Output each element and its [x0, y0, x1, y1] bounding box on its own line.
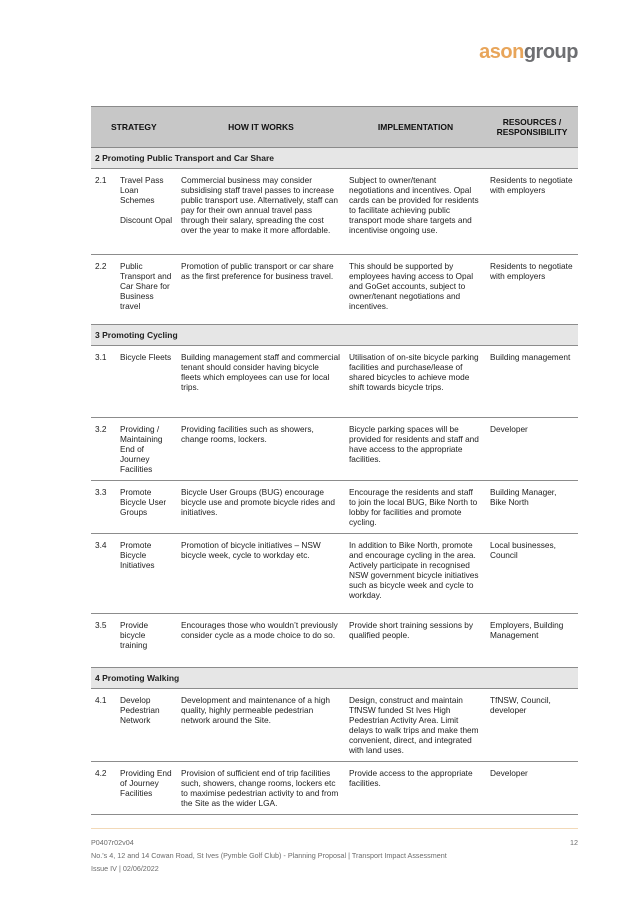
table-header-row — [91, 107, 578, 148]
row-implementation: Utilisation of on-site bicycle parking facilities and purchase/lease of shared bicycles to achieve mode shift towards bicycle trips. — [345, 346, 486, 418]
row-how-it-works: Promotion of public transport or car share as the first preference for business travel. — [177, 255, 345, 325]
row-implementation: Subject to owner/tenant negotiations and incentives. Opal cards can be provided for residents to facilitate achieving public transport mode share targets and incentivise ongoing use. — [345, 169, 486, 255]
strategy-line: Discount Opal — [120, 215, 173, 225]
row-how-it-works: Bicycle User Groups (BUG) encourage bicycle use and promote bicycle rides and initiatives. — [177, 481, 345, 534]
table-row — [91, 614, 578, 668]
asongroup-logo — [479, 40, 578, 64]
strategy-line: Develop Pedestrian Network — [120, 695, 160, 725]
strategy-table — [91, 106, 578, 815]
row-number: 4.2 — [91, 762, 116, 815]
footer-page-number: 12 — [570, 838, 578, 847]
row-how-it-works: Providing facilities such as showers, change rooms, lockers. — [177, 418, 345, 481]
table-row — [91, 255, 578, 325]
row-resources: Building management — [486, 346, 578, 418]
row-resources: Developer — [486, 762, 578, 815]
logo-part-group: group — [523, 41, 578, 63]
table-row — [91, 346, 578, 418]
header-resources: RESOURCES / RESPONSIBILITY — [486, 107, 578, 148]
section-header-row — [91, 668, 578, 689]
row-implementation: This should be supported by employees having access to Opal and GoGet accounts, subject to owner/tenant negotiations and incentives. — [345, 255, 486, 325]
row-resources: Residents to negotiate with employers — [486, 169, 578, 255]
row-implementation: Encourage the residents and staff to join the local BUG, Bike North to lobby for facilities and promote cycling. — [345, 481, 486, 534]
row-how-it-works: Promotion of bicycle initiatives – NSW bicycle week, cycle to workday etc. — [177, 534, 345, 614]
row-strategy — [116, 614, 177, 668]
strategy-line: Promote Bicycle User Groups — [120, 487, 167, 517]
row-implementation: Provide short training sessions by qualified people. — [345, 614, 486, 668]
header-how-it-works: HOW IT WORKS — [177, 107, 345, 148]
row-implementation: Bicycle parking spaces will be provided for residents and staff and have access to the appropriate facilities. — [345, 418, 486, 481]
strategy-line: Providing End of Journey Facilities — [120, 768, 172, 798]
row-how-it-works: Encourages those who wouldn’t previously consider cycle as a mode choice to do so. — [177, 614, 345, 668]
row-implementation: In addition to Bike North, promote and encourage cycling in the area. Actively participate in recognised NSW government bicycle initiatives such as bicycle week and cycle to workday. — [345, 534, 486, 614]
table-row — [91, 418, 578, 481]
row-strategy — [116, 481, 177, 534]
strategy-line: Promote Bicycle Initiatives — [120, 540, 155, 570]
row-number: 4.1 — [91, 689, 116, 762]
table-row — [91, 534, 578, 614]
row-resources: Local businesses, Council — [486, 534, 578, 614]
table-body — [91, 148, 578, 815]
section-title: 3 Promoting Cycling — [91, 325, 578, 346]
row-strategy — [116, 255, 177, 325]
logo-part-ason: ason — [479, 41, 524, 63]
row-resources: Residents to negotiate with employers — [486, 255, 578, 325]
row-number: 3.5 — [91, 614, 116, 668]
header-implementation: IMPLEMENTATION — [345, 107, 486, 148]
row-strategy — [116, 762, 177, 815]
section-title: 4 Promoting Walking — [91, 668, 578, 689]
row-strategy — [116, 346, 177, 418]
row-implementation: Provide access to the appropriate facilities. — [345, 762, 486, 815]
footer-document-title: No.’s 4, 12 and 14 Cowan Road, St Ives (Pymble Golf Club) - Planning Proposal | Transport Impact Assessment — [91, 851, 447, 860]
row-number: 3.1 — [91, 346, 116, 418]
row-strategy — [116, 689, 177, 762]
row-resources: Developer — [486, 418, 578, 481]
row-number: 3.4 — [91, 534, 116, 614]
row-how-it-works: Provision of sufficient end of trip facilities such, showers, change rooms, lockers etc to maximise pedestrian activity to and from the Site as the wider LGA. — [177, 762, 345, 815]
section-header-row — [91, 148, 578, 169]
row-number: 3.2 — [91, 418, 116, 481]
row-resources: Employers, Building Management — [486, 614, 578, 668]
row-how-it-works: Commercial business may consider subsidising staff travel passes to increase public transport use. Alternatively, staff can pay for their own annual travel pass through their salary, spreading the cost over the year to make it more affordable. — [177, 169, 345, 255]
row-number: 3.3 — [91, 481, 116, 534]
row-number: 2.2 — [91, 255, 116, 325]
footer-ref: P0407r02v04 — [91, 838, 134, 847]
strategy-line: Provide bicycle training — [120, 620, 149, 650]
footer-ref-line — [91, 838, 578, 847]
strategy-line: Providing / Maintaining End of Journey Facilities — [120, 424, 163, 474]
section-title: 2 Promoting Public Transport and Car Share — [91, 148, 578, 169]
header-strategy: STRATEGY — [91, 107, 177, 148]
table-row — [91, 481, 578, 534]
section-header-row — [91, 325, 578, 346]
footer-divider — [91, 828, 578, 829]
row-resources: TfNSW, Council, developer — [486, 689, 578, 762]
table-row — [91, 169, 578, 255]
table-row — [91, 762, 578, 815]
row-resources: Building Manager, Bike North — [486, 481, 578, 534]
strategy-line: Travel Pass Loan Schemes — [120, 175, 164, 205]
row-strategy — [116, 534, 177, 614]
strategy-line: Public Transport and Car Share for Business travel — [120, 261, 172, 311]
row-strategy — [116, 169, 177, 255]
row-how-it-works: Building management staff and commercial tenant should consider having bicycle fleets which employees can use for local trips. — [177, 346, 345, 418]
footer-issue: Issue IV | 02/06/2022 — [91, 864, 159, 873]
row-implementation: Design, construct and maintain TfNSW funded St Ives High Pedestrian Activity Area. Limit delays to walk trips and make them convenient, direct, and integrated with land uses. — [345, 689, 486, 762]
row-strategy — [116, 418, 177, 481]
table-row — [91, 689, 578, 762]
strategy-line: Bicycle Fleets — [120, 352, 172, 362]
row-number: 2.1 — [91, 169, 116, 255]
row-how-it-works: Development and maintenance of a high quality, highly permeable pedestrian network around the Site. — [177, 689, 345, 762]
